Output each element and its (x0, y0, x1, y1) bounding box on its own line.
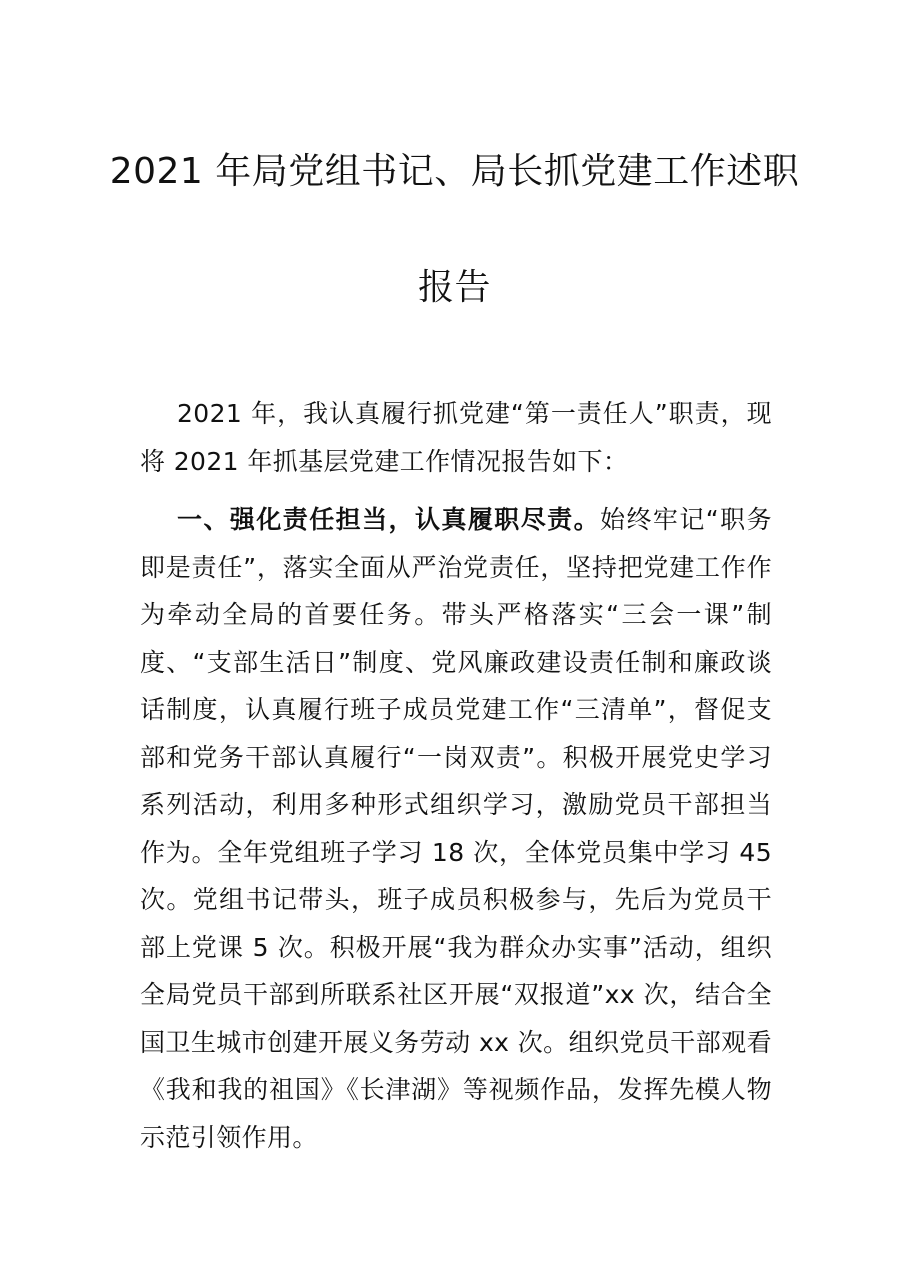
intro-paragraph: 2021 年，我认真履行抓党建“第一责任人”职责，现将 2021 年抓基层党建工作情况报告如下： (140, 399, 772, 476)
section-1-heading: 一、强化责任担当，认真履职尽责。 (177, 505, 601, 534)
document-title-line1: 2021 年局党组书记、局长抓党建工作述职 (109, 151, 800, 192)
section-1-body: 始终牢记“职务即是责任”，落实全面从严治党责任，坚持把党建工作作为牵动全局的首要任务。带头严格落实“三会一课”制度、“支部生活日”制度、党风廉政建设责任制和廉政谈话制度，认真履行班子成员党建工作“三清单”，督促支部和党务干部认真履行“一岗双责”。积极开展党史学习系列活动，利用多种形式组织学习，激励党员干部担当作为。全年党组班子学习 18 次，全体党员集中学习 45 次。党组书记带头，班子成员积极参与，先后为党员干部上党课 5 次。积极开展“我为群众办实事”活动，组织全局党员干部到所联系社区开展“双报道”xx 次，结合全国卫生城市创建开展义务劳动 xx 次。组织党员干部观看《我和我的祖国》《长津湖》等视频作品，发挥先模人物示范引领作用。 (140, 505, 772, 1152)
section-1-paragraph (140, 496, 772, 1161)
document-title-line2: 报告 (417, 267, 491, 308)
